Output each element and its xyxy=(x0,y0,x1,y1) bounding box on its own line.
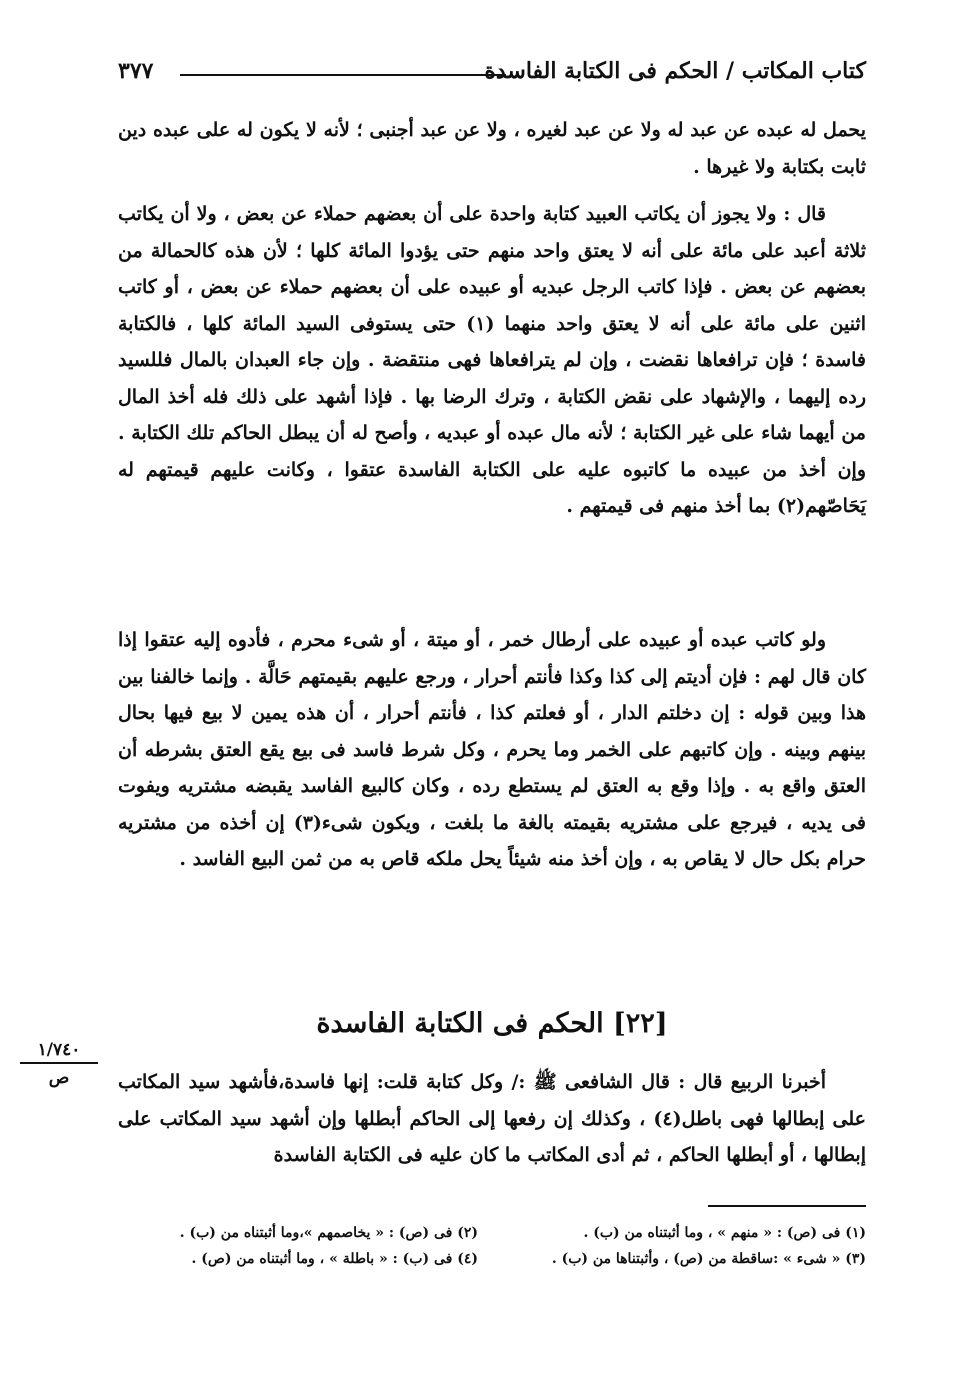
footnote-separator xyxy=(708,1205,866,1207)
page-header xyxy=(118,56,866,92)
running-title: كتاب المكاتب / الحكم فى الكتابة الفاسدة xyxy=(484,58,866,84)
footnote-2: (٢) فى (ص) : « يخاصمهم »،وما أثبتناه من (ب) . xyxy=(179,1225,478,1241)
footnote-1: (١) فى (ص) : « منهم » ، وما أثبتناه من (ب) . xyxy=(583,1225,866,1241)
header-rule xyxy=(180,74,506,76)
footnote-4: (٤) فى (ب) : « باطلة » ، وما أثبتناه من (ص) . xyxy=(191,1251,478,1267)
section-heading: [٢٢] الحكم فى الكتابة الفاسدة xyxy=(316,1008,668,1039)
footnote-3: (٣) « شىء » :ساقطة من (ص) ، وأثبتناها من (ب) . xyxy=(551,1251,866,1267)
footnotes xyxy=(118,1220,866,1272)
page-number: ٣٧٧ xyxy=(118,58,154,84)
margin-note-manuscript: ص xyxy=(48,1068,70,1088)
footnote-row xyxy=(118,1220,866,1246)
paragraph-1: يحمل له عبده عن عبد له ولا عن عبد لغيره ، ولا عن عبد أجنبى ؛ لأنه لا يكون له على عبده دين ثابت بكتابة ولا غيرها . xyxy=(118,119,866,178)
paragraph-2: قال : ولا يجوز أن يكاتب العبيد كتابة واحدة على أن بعضهم حملاء عن بعض ، ولا أن يكاتب ثلاثة أعبد على مائة على أنه لا يعتق واحد منهم حتى يؤدوا المائة كلها ؛ لأن هذه كالحمالة من بعضهم عن بعض . فإذا كاتب الرجل عبديه أو عبيده على أن بعضهم حملاء عن بعض ، أو كاتب اثنين على مائة على أنه لا يعتق واحد منهما (١) حتى يستوفى السيد المائة كلها ، فالكتابة فاسدة ؛ فإن ترافعاها نقضت ، وإن لم يترافعاها فهى منتقضة . وإن جاء العبدان بالمال فللسيد رده إليهما ، والإشهاد على نقض الكتابة ، وترك الرضا بها . فإذا أشهد على ذلك فله أخذ المال من أيهما شاء على غير الكتابة ؛ لأنه مال عبده أو عبديه ، وأصح له أن يبطل الحاكم تلك الكتابة . وإن أخذ من عبيده ما كاتبوه عليه على الكتابة الفاسدة عتقوا ، وكانت عليهم قيمتهم له يَحَاصّهم(٢) بما أخذ منهم فى قيمتهم . xyxy=(118,203,866,517)
margin-note-folio: ١/٧٤٠ xyxy=(20,1040,98,1064)
section-paragraph: أخبرنا الربيع قال : قال الشافعى ﷺ :/ وكل كتابة قلت: إنها فاسدة،فأشهد سيد المكاتب على إبطالها فهى باطل(٤) ، وكذلك إن رفعها إلى الحاكم أبطلها وإن أشهد سيد المكاتب على إبطالها ، أو أبطلها الحاكم ، ثم أدى المكاتب ما كان عليه فى الكتابة الفاسدة xyxy=(118,1071,866,1166)
margin-note xyxy=(20,1040,98,1088)
footnote-row xyxy=(118,1246,866,1272)
paragraph-3: ولو كاتب عبده أو عبيده على أرطال خمر ، أو ميتة ، أو شىء محرم ، فأدوه إليه عتقوا إذا كان قال لهم : فإن أديتم إلى كذا وكذا فأنتم أحرار ، ورجع عليهم بقيمتهم حَالَّة . وإنما خالفنا بين هذا وبين قوله : إن دخلتم الدار ، أو فعلتم كذا ، فأنتم أحرار ، أن هذه يمين لا بيع فيها بحال بينهم وبينه . وإن كاتبهم على الخمر وما يحرم ، وكل شرط فاسد فى بيع يقع العتق بشرطه أن العتق واقع به . وإذا وقع به العتق لم يستطع رده ، وكان كالبيع الفاسد يقبضه مشتريه ويفوت فى يديه ، فيرجع على مشتريه بقيمته بالغة ما بلغت ، ويكون شىء(٣) إن أخذه من مشتريه حرام بكل حال لا يقاص به ، وإن أخذ منه شيئاً يحل ملكه قاص به من ثمن البيع الفاسد . xyxy=(118,629,867,870)
